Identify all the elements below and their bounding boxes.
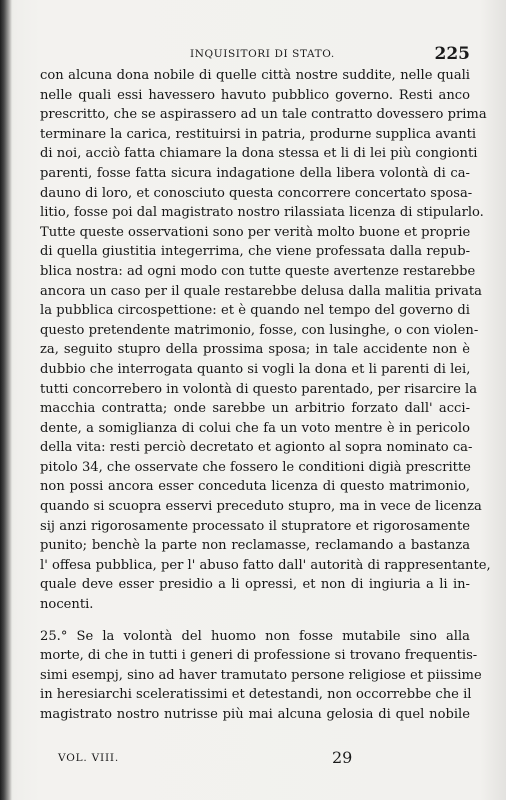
text-line: simi esempj, sino ad haver tramutato persone religiose et piissime (40, 667, 482, 683)
text-line: questo pretendente matrimonio, fosse, con lusinghe, o con violen- (40, 322, 479, 338)
text-line: sij anzi rigorosamente processato il stupratore et rigorosamente (40, 518, 470, 534)
text-line: quale deve esser presidio a li opressi, et non di ingiuria a li in- (40, 577, 470, 593)
text-line: parenti, fosse fatta sicura indagatione della libera volontà di ca- (40, 165, 470, 181)
text-line: dubbio che interrogata quanto si vogli la dona et li parenti di lei, (40, 361, 471, 377)
binding-gutter-shadow (0, 0, 12, 800)
text-line: prescritto, che se aspirassero ad un tale contratto dovessero prima (40, 107, 487, 123)
text-line: ancora un caso per il quale restarebbe delusa dalla malitia privata (40, 283, 482, 299)
text-line: di quella giustitia integerrima, che viene professata dalla repub- (40, 244, 470, 260)
text-line: non possi ancora esser conceduta licenza di questo matrimonio, (40, 479, 470, 495)
text-line: pitolo 34, che osservate che fossero le conditioni digià prescritte (40, 459, 471, 475)
text-line: macchia contratta; onde sarebbe un arbitrio forzato dall' acci- (40, 401, 470, 417)
running-head: INQUISITORI DI STATO. (190, 48, 335, 60)
text-line: tutti concorrebero in volontà di questo parentado, per risarcire la (40, 381, 478, 397)
text-line: con alcuna dona nobile di quelle città nostre suddite, nelle quali (40, 68, 470, 83)
text-line: punito; benchè la parte non reclamasse, reclamando a bastanza (40, 538, 470, 554)
paragraph-2 (40, 627, 482, 725)
text-line: morte, di che in tutti i generi di professione si trovano frequentis- (40, 648, 478, 664)
text-line: dauno di loro, et conosciuto questa concorrere concertato sposa- (40, 185, 473, 201)
text-line: quando si scuopra esservi preceduto stupro, ma in vece de licenza (40, 499, 482, 515)
page-number: 225 (434, 44, 470, 64)
text-line: nocenti. (40, 597, 94, 613)
paragraph-1 (40, 66, 491, 615)
text-line: dente, a somiglianza di colui che fa un voto mentre è in pericolo (40, 420, 470, 436)
text-line: la pubblica circospettione: et è quando nel tempo del governo di (40, 303, 470, 319)
text-line: di noi, acciò fatta chiamare la dona stessa et li di lei più congionti (40, 146, 478, 162)
text-line: magistrato nostro nutrisse più mai alcuna gelosia di quel nobile (40, 707, 470, 722)
volume-label: VOL. VIII. (58, 752, 120, 764)
paragraph-gap (40, 615, 470, 627)
page-footer (40, 748, 470, 772)
page-header (40, 44, 470, 64)
text-line: in heresiarchi sceleratissimi et detestandi, non occorrebbe che il (40, 687, 472, 703)
text-line: za, seguito stupro della prossima sposa; in tale accidente non è (40, 342, 470, 358)
text-line: 25.° Se la volontà del huomo non fosse mutabile sino alla (40, 628, 470, 644)
text-line: nelle quali essi havessero havuto pubblico governo. Resti anco (40, 87, 470, 103)
text-line: l' offesa pubblica, per l' abuso fatto dall' autorità di rappresentante, (40, 557, 491, 573)
text-line: della vita: resti perciò decretato et agionto al sopra nominato ca- (40, 440, 473, 456)
text-line: terminare la carica, restituirsi in patria, produrne supplica avanti (40, 126, 477, 142)
signature-mark: 29 (332, 748, 353, 767)
text-line: blica nostra: ad ogni modo con tutte queste avertenze restarebbe (40, 263, 476, 279)
body-text (40, 66, 491, 725)
text-line: Tutte queste osservationi sono per verità molto buone et proprie (40, 224, 471, 240)
text-line: litio, fosse poi dal magistrato nostro rilassiata licenza di stipularlo. (40, 205, 484, 221)
